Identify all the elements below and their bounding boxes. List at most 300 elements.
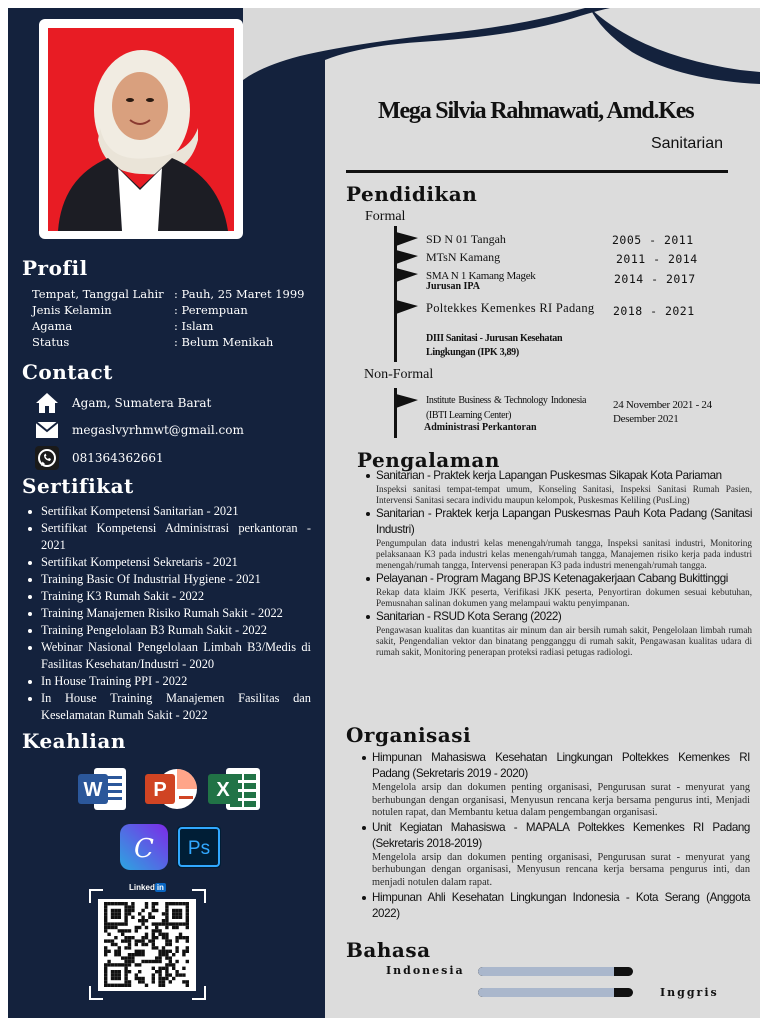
- qr-module: [107, 933, 110, 936]
- qr-module: [162, 977, 165, 980]
- qr-module: [148, 912, 151, 915]
- list-item: [362, 609, 752, 658]
- qr-module: [104, 963, 107, 966]
- qr-module: [165, 922, 168, 925]
- formal-label: Formal: [365, 209, 406, 224]
- qr-module: [155, 970, 158, 973]
- qr-module: [186, 926, 189, 929]
- list-item: [358, 750, 750, 820]
- qr-module: [131, 916, 134, 919]
- qr-module: [172, 916, 175, 919]
- qr-module: [186, 939, 189, 942]
- edu-school: SMA N 1 Kamang Magek: [426, 270, 536, 282]
- qr-module: [104, 950, 107, 953]
- qr-module: [158, 950, 161, 953]
- qr-module: [145, 919, 148, 922]
- contact-email[interactable]: [34, 418, 244, 442]
- qr-module: [148, 939, 151, 942]
- qr-module: [104, 977, 107, 980]
- qr-module: [182, 950, 185, 953]
- qr-module: [114, 953, 117, 956]
- qr-module: [152, 946, 155, 949]
- qr-module: [121, 956, 124, 959]
- mail-icon: [34, 418, 60, 442]
- qr-module: [128, 929, 131, 932]
- qr-module: [158, 929, 161, 932]
- qr-module: [111, 922, 114, 925]
- qr-module: [124, 973, 127, 976]
- org-heading: Himpunan Ahli Kesehatan Lingkungan Indonesia - Kota Serang (Anggota 2022): [372, 890, 750, 920]
- qr-module: [104, 909, 107, 912]
- qr-module: [158, 953, 161, 956]
- qr-module: [152, 977, 155, 980]
- qr-module: [138, 919, 141, 922]
- exp-description: Rekap data klaim JKK peserta, Verifikasi JKK peserta, Penyortiran dokumen sesuai kebutuhan, Pemusnahan salinan dokumen yang melampaui waktu penyimpanan.: [376, 587, 752, 608]
- qr-module: [152, 922, 155, 925]
- qr-module: [186, 980, 189, 983]
- exp-description: Pengawasan kualitas dan kuantitas air minum dan air bersih rumah sakit, Pengelolaan limbah rumah sakit, Pengendalian vektor dan binatang pengganggu di rumah sakit, Pengawasan kualitas udara di rumah sakit, Monitoring penerapan proteksi radiasi petugas radiologi.: [376, 625, 752, 657]
- qr-module: [152, 916, 155, 919]
- qr-module: [141, 980, 144, 983]
- list-item: Webinar Nasional Pengelolaan Limbah B3/Medis di Fasilitas Kesehatan/Industri - 2020: [25, 639, 311, 673]
- qr-module: [155, 960, 158, 963]
- qr-module: [114, 916, 117, 919]
- qr-module: [186, 902, 189, 905]
- qr-module: [148, 916, 151, 919]
- qr-module: [104, 980, 107, 983]
- qr-module: [179, 933, 182, 936]
- edu-school: MTsN Kamang: [426, 250, 501, 264]
- qr-module: [124, 960, 127, 963]
- linkedin-qr[interactable]: [89, 883, 206, 1000]
- qr-module: [172, 909, 175, 912]
- profil-row: [32, 334, 305, 350]
- edu-major: DIII Sanitasi - Jurusan Kesehatan Lingkungan (IPK 3,89): [426, 333, 563, 358]
- profil-key: Status: [32, 335, 70, 349]
- qr-module: [107, 950, 110, 953]
- photoshop-icon: [177, 826, 221, 868]
- profil-title: Profil: [22, 256, 88, 280]
- qr-module: [128, 963, 131, 966]
- list-item: In House Training PPI - 2022: [25, 673, 311, 690]
- contact-email-text[interactable]: megaslvyrhmwt@gmail.com: [72, 423, 244, 437]
- qr-module: [158, 956, 161, 959]
- qr-module: [111, 970, 114, 973]
- qr-module: [131, 936, 134, 939]
- qr-module: [179, 922, 182, 925]
- qr-module: [165, 967, 168, 970]
- photoshop-icon-letter: Ps: [187, 838, 211, 859]
- qr-module: [135, 943, 138, 946]
- nonformal-label: Non-Formal: [364, 367, 434, 382]
- pengalaman-title: Pengalaman: [357, 448, 500, 472]
- qr-module: [107, 922, 110, 925]
- qr-module: [138, 977, 141, 980]
- qr-module: [118, 977, 121, 980]
- qr-module: [172, 953, 175, 956]
- qr-module: [141, 977, 144, 980]
- qr-module: [135, 939, 138, 942]
- qr-module: [104, 970, 107, 973]
- qr-module: [111, 909, 114, 912]
- qr-module: [162, 912, 165, 915]
- qr-module: [135, 973, 138, 976]
- qr-module: [124, 980, 127, 983]
- qr-module: [152, 960, 155, 963]
- qr-module: [169, 956, 172, 959]
- qr-module: [169, 960, 172, 963]
- qr-module: [111, 916, 114, 919]
- language-level-bar: [478, 988, 633, 997]
- qr-module: [165, 939, 168, 942]
- keahlian-title: Keahlian: [22, 729, 126, 753]
- word-icon: [78, 766, 128, 812]
- profile-photo-frame: [39, 19, 243, 239]
- word-icon-letter: W: [83, 779, 103, 801]
- list-item: [362, 571, 752, 609]
- qr-module: [104, 929, 107, 932]
- qr-module: [124, 970, 127, 973]
- qr-module: [165, 926, 168, 929]
- excel-icon: [208, 766, 262, 812]
- contact-title: Contact: [22, 360, 113, 384]
- job-title: Sanitarian: [650, 135, 723, 152]
- qr-module: [111, 926, 114, 929]
- list-item: Training Pengelolaan B3 Rumah Sakit - 2022: [25, 622, 311, 639]
- qr-module: [182, 953, 185, 956]
- qr-module: [111, 984, 114, 987]
- profil-row: [32, 286, 305, 302]
- qr-module: [124, 912, 127, 915]
- profil-row: [32, 302, 305, 318]
- qr-module: [182, 973, 185, 976]
- linkedin-badge: in: [156, 883, 164, 892]
- qr-module: [179, 909, 182, 912]
- qr-module: [158, 922, 161, 925]
- profil-value: : Belum Menikah: [174, 335, 274, 349]
- linkedin-text: Linked: [129, 883, 155, 892]
- qr-module: [175, 916, 178, 919]
- qr-module: [128, 943, 131, 946]
- qr-module: [152, 905, 155, 908]
- qr-module: [158, 967, 161, 970]
- qr-module: [175, 926, 178, 929]
- qr-module: [111, 977, 114, 980]
- person-name: Mega Silvia Rahmawati, Amd.Kes: [378, 98, 694, 124]
- list-item: Sertifikat Kompetensi Sekretaris - 2021: [25, 554, 311, 571]
- qr-module: [141, 916, 144, 919]
- qr-module: [131, 956, 134, 959]
- qr-module: [158, 960, 161, 963]
- qr-module: [169, 963, 172, 966]
- qr-module: [141, 936, 144, 939]
- org-heading: Unit Kegiatan Mahasiswa - MAPALA Poltekkes Kemenkes RI Padang (Sekretaris 2018-2019): [372, 820, 750, 850]
- qr-module: [138, 939, 141, 942]
- sertifikat-list: [25, 503, 311, 724]
- qr-module: [165, 977, 168, 980]
- qr-module: [104, 922, 107, 925]
- profil-value: : Pauh, 25 Maret 1999: [174, 287, 305, 301]
- qr-module: [104, 912, 107, 915]
- qr-module: [135, 953, 138, 956]
- qr-module: [155, 922, 158, 925]
- qr-module: [121, 902, 124, 905]
- qr-module: [128, 946, 131, 949]
- qr-module: [162, 950, 165, 953]
- qr-module: [128, 984, 131, 987]
- qr-module: [128, 939, 131, 942]
- qr-module: [118, 909, 121, 912]
- qr-module: [104, 939, 107, 942]
- qr-module: [162, 922, 165, 925]
- pendidikan-title: Pendidikan: [346, 182, 478, 206]
- qr-module: [165, 956, 168, 959]
- qr-module: [114, 970, 117, 973]
- qr-module: [124, 956, 127, 959]
- qr-module: [165, 963, 168, 966]
- qr-module: [128, 936, 131, 939]
- contact-address-text: Agam, Sumatera Barat: [72, 396, 212, 410]
- qr-module: [172, 922, 175, 925]
- qr-module: [114, 963, 117, 966]
- qr-module: [165, 973, 168, 976]
- qr-module: [141, 939, 144, 942]
- qr-module: [165, 902, 168, 905]
- qr-module: [114, 902, 117, 905]
- qr-module: [111, 902, 114, 905]
- qr-module: [162, 919, 165, 922]
- qr-module: [162, 953, 165, 956]
- contact-address: [34, 391, 211, 415]
- qr-module: [124, 967, 127, 970]
- edu-years: 2005 - 2011: [612, 233, 694, 247]
- qr-module: [172, 912, 175, 915]
- qr-module: [141, 960, 144, 963]
- qr-module: [118, 970, 121, 973]
- edu-school: Institute Business & Technology Indonesia (IBTI Learning Center): [426, 395, 586, 421]
- qr-module: [186, 909, 189, 912]
- formal-timeline: [390, 224, 424, 364]
- qr-module: [135, 977, 138, 980]
- qr-module: [155, 902, 158, 905]
- qr-module: [162, 967, 165, 970]
- qr-module: [155, 956, 158, 959]
- profil-value: : Perempuan: [174, 303, 248, 317]
- qr-module: [128, 956, 131, 959]
- qr-module: [135, 950, 138, 953]
- qr-module: [152, 973, 155, 976]
- edu-major: Jurusan IPA: [426, 281, 480, 292]
- qr-module: [104, 916, 107, 919]
- qr-module: [175, 936, 178, 939]
- qr-module: [182, 980, 185, 983]
- qr-module: [104, 953, 107, 956]
- qr-module: [131, 909, 134, 912]
- qr-module: [158, 977, 161, 980]
- qr-module: [158, 980, 161, 983]
- qr-module: [175, 909, 178, 912]
- qr-module: [128, 970, 131, 973]
- qr-module: [169, 943, 172, 946]
- qr-module: [124, 946, 127, 949]
- qr-module: [175, 973, 178, 976]
- nonformal-timeline: [390, 386, 424, 440]
- qr-module: [114, 950, 117, 953]
- profil-table: [32, 286, 305, 350]
- excel-icon-letter: X: [216, 779, 230, 801]
- qr-module: [141, 950, 144, 953]
- qr-module: [118, 922, 121, 925]
- qr-module: [182, 936, 185, 939]
- qr-module: [165, 912, 168, 915]
- qr-module: [162, 984, 165, 987]
- qr-module: [155, 936, 158, 939]
- qr-module: [179, 902, 182, 905]
- qr-module: [152, 980, 155, 983]
- org-description: Mengelola arsip dan dokumen penting organisasi, Pengurusan surat - menyurat yang berhubungan dengan organisasi, Menyusun rencana kerja bersama pengurus inti, Menjadi notulen rapat, dan Membantu ketua dalam pengembangan organisasi.: [372, 782, 750, 819]
- qr-module: [118, 912, 121, 915]
- qr-module: [141, 919, 144, 922]
- organisasi-list: [358, 750, 750, 922]
- contact-phone-text[interactable]: 081364362661: [72, 451, 164, 465]
- canva-icon-letter: C: [134, 834, 154, 864]
- qr-module: [175, 912, 178, 915]
- qr-module: [111, 912, 114, 915]
- qr-module: [104, 973, 107, 976]
- qr-module: [145, 902, 148, 905]
- qr-module: [165, 970, 168, 973]
- list-item: Sertifikat Kompetensi Administrasi perkantoran - 2021: [25, 520, 311, 554]
- qr-module: [169, 922, 172, 925]
- qr-module: [165, 933, 168, 936]
- qr-module: [121, 963, 124, 966]
- qr-module: [131, 953, 134, 956]
- qr-module: [155, 926, 158, 929]
- qr-module: [162, 946, 165, 949]
- exp-description: Inspeksi sanitasi tempat-tempat umum, Konseling Sanitasi, Inspeksi Sanitasi Rumah Pasien, Intervensi Sanitasi secara individu maupun kelompok, Puskesmas Keliling (PusLing): [376, 484, 752, 505]
- qr-module: [158, 973, 161, 976]
- qr-module: [186, 905, 189, 908]
- qr-module: [141, 943, 144, 946]
- org-heading: Himpunan Mahasiswa Kesehatan Lingkungan Poltekkes Kemenkes RI Padang (Sekretaris 2019 - 2020): [372, 751, 750, 780]
- qr-module: [104, 967, 107, 970]
- qr-module: [124, 939, 127, 942]
- qr-module: [179, 916, 182, 919]
- qr-module: [107, 902, 110, 905]
- qr-module: [121, 929, 124, 932]
- qr-module: [186, 960, 189, 963]
- edu-years: 2011 - 2014: [616, 252, 698, 266]
- qr-module: [152, 909, 155, 912]
- list-item: [358, 890, 750, 922]
- list-item: Training Basic Of Industrial Hygiene - 2021: [25, 571, 311, 588]
- qr-module: [118, 902, 121, 905]
- qr-module: [104, 905, 107, 908]
- qr-module: [114, 977, 117, 980]
- qr-module: [158, 933, 161, 936]
- qr-module: [135, 929, 138, 932]
- qr-module: [169, 939, 172, 942]
- qr-module: [172, 926, 175, 929]
- qr-module: [118, 953, 121, 956]
- qr-module: [138, 980, 141, 983]
- qr-module: [114, 922, 117, 925]
- qr-module: [118, 984, 121, 987]
- qr-module: [172, 902, 175, 905]
- qr-module: [182, 902, 185, 905]
- qr-module: [107, 984, 110, 987]
- contact-phone[interactable]: [34, 446, 164, 470]
- qr-module: [165, 916, 168, 919]
- list-item: [358, 820, 750, 890]
- qr-module: [107, 963, 110, 966]
- profil-value: : Islam: [174, 319, 214, 333]
- sertifikat-title: Sertifikat: [22, 474, 134, 498]
- qr-module: [114, 943, 117, 946]
- edu-years: 2014 - 2017: [614, 272, 696, 286]
- qr-module: [186, 946, 189, 949]
- edu-years: 2018 - 2021: [613, 304, 695, 318]
- qr-module: [186, 912, 189, 915]
- qr-module: [114, 909, 117, 912]
- qr-module: [128, 980, 131, 983]
- qr-module: [182, 967, 185, 970]
- qr-module: [124, 977, 127, 980]
- qr-module: [172, 963, 175, 966]
- qr-module: [124, 922, 127, 925]
- qr-module: [179, 936, 182, 939]
- qr-module: [114, 926, 117, 929]
- qr-module: [152, 967, 155, 970]
- qr-module: [131, 902, 134, 905]
- exp-description: Pengumpulan data industri kelas menengah/rumah tangga, Inspeksi sanitasi industri, Monitoring pelaksanaan K3 pada industri kelas menengah/rumah tangga, Manajemen risiko kerja pada industri menengah/rumah tangga, Intervensi penerapan K3 pada industri menengah/rumah tangga.: [376, 538, 752, 570]
- qr-module: [155, 929, 158, 932]
- qr-module: [186, 922, 189, 925]
- qr-module: [175, 902, 178, 905]
- qr-module: [118, 950, 121, 953]
- qr-module: [186, 936, 189, 939]
- qr-module: [114, 936, 117, 939]
- org-description: Mengelola arsip dan dokumen penting organisasi, Pengurusan surat - menyurat yang berhubungan dengan organisasi, Menyusun rencana kerja bersama pengurus inti, dan menjadi notulen dalam rapat.: [372, 851, 750, 888]
- language-name: Inggris: [660, 986, 719, 999]
- qr-module: [141, 953, 144, 956]
- qr-module: [165, 943, 168, 946]
- list-item: Training Manajemen Risiko Rumah Sakit - 2022: [25, 605, 311, 622]
- qr-module: [158, 984, 161, 987]
- qr-module: [118, 963, 121, 966]
- qr-module: [141, 909, 144, 912]
- list-item: In House Training Manajemen Fasilitas dan Keselamatan Rumah Sakit - 2022: [25, 690, 311, 724]
- list-item: [362, 468, 752, 506]
- qr-module: [118, 929, 121, 932]
- qr-module: [165, 905, 168, 908]
- qr-module: [145, 926, 148, 929]
- pengalaman-list: [362, 468, 752, 658]
- qr-module: [111, 963, 114, 966]
- language-level-fill: [478, 967, 614, 976]
- qr-module: [107, 939, 110, 942]
- exp-heading: Sanitarian - RSUD Kota Serang (2022): [376, 610, 562, 623]
- qr-module: [179, 973, 182, 976]
- exp-heading: Sanitarian - Praktek kerja Lapangan Puskesmas Pauh Kota Padang (Sanitasi Industri): [376, 507, 752, 536]
- qr-module: [121, 933, 124, 936]
- linkedin-logo: [89, 883, 206, 892]
- qr-module: [114, 984, 117, 987]
- qr-module: [104, 984, 107, 987]
- qr-module: [175, 922, 178, 925]
- edu-dates: 24 November 2021 - 24 Desember 2021: [613, 399, 712, 425]
- qr-module: [172, 967, 175, 970]
